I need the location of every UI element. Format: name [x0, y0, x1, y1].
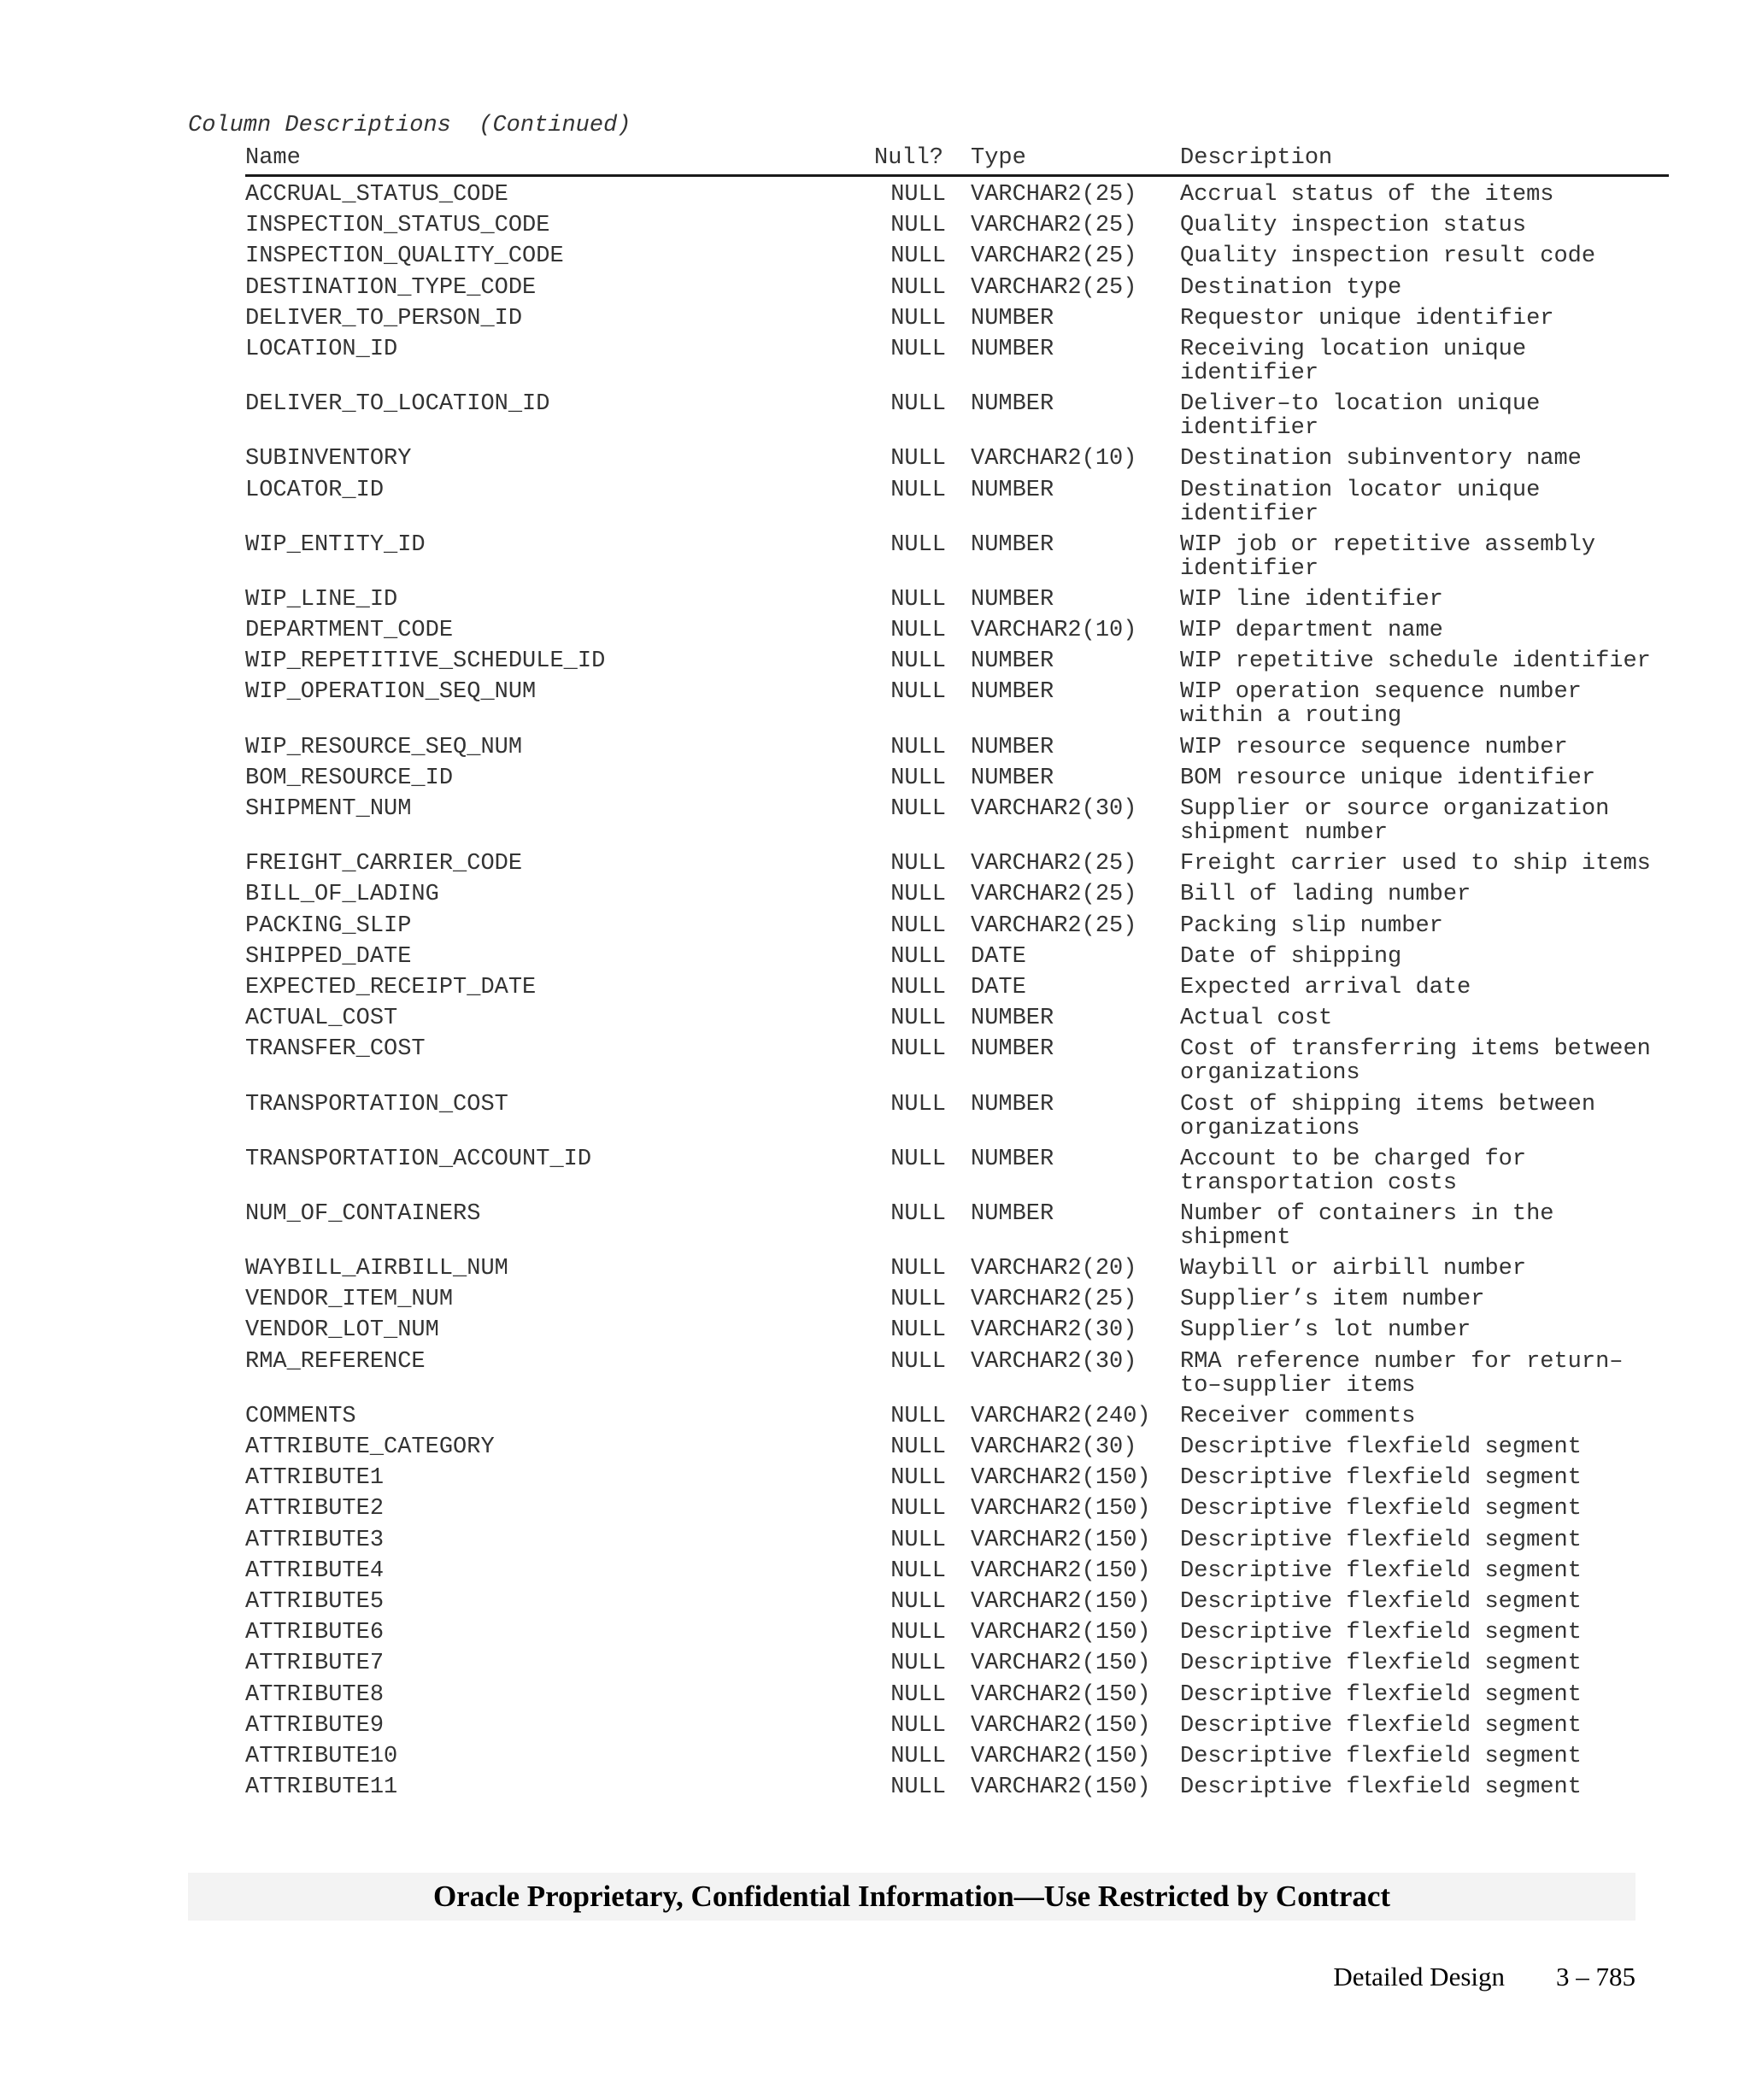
type-cell: DATE [971, 974, 1026, 1000]
table-row [245, 1466, 1669, 1497]
table-row [245, 1037, 1669, 1092]
null-cell: NULL [890, 274, 946, 301]
column-name-cell: ATTRIBUTE8 [245, 1681, 385, 1708]
column-name-cell: VENDOR_ITEM_NUM [245, 1287, 454, 1313]
type-cell: NUMBER [971, 531, 1054, 558]
null-cell: NULL [890, 796, 946, 822]
type-cell: VARCHAR2(30) [971, 1348, 1137, 1375]
type-cell: VARCHAR2(10) [971, 618, 1137, 644]
description-cell: WIP job or repetitive assembly identifier [1180, 531, 1596, 582]
type-cell: NUMBER [971, 305, 1054, 331]
type-cell: VARCHAR2(150) [971, 1774, 1151, 1801]
null-cell: NULL [890, 1036, 946, 1063]
null-cell: NULL [890, 531, 946, 558]
null-cell: NULL [890, 1465, 946, 1492]
null-cell: NULL [890, 1403, 946, 1429]
page-number: 3 – 785 [1556, 1962, 1635, 1991]
description-cell: Waybill or airbill number [1180, 1256, 1527, 1282]
null-cell: NULL [890, 1496, 946, 1522]
column-name-cell: ATTRIBUTE3 [245, 1527, 385, 1553]
type-cell: VARCHAR2(150) [971, 1496, 1151, 1522]
table-row [245, 852, 1669, 883]
table-row [245, 883, 1669, 913]
column-name-cell: DELIVER_TO_PERSON_ID [245, 305, 523, 331]
type-cell: VARCHAR2(30) [971, 796, 1137, 822]
table-row [245, 478, 1669, 533]
table-row [245, 1621, 1669, 1651]
table-row [245, 1745, 1669, 1775]
table-row [245, 649, 1669, 680]
column-name-cell: WIP_LINE_ID [245, 586, 398, 613]
table-row [245, 766, 1669, 797]
type-cell: NUMBER [971, 1036, 1054, 1063]
type-cell: VARCHAR2(150) [971, 1743, 1151, 1769]
null-cell: NULL [890, 1434, 946, 1460]
type-cell: NUMBER [971, 679, 1054, 706]
type-cell: VARCHAR2(25) [971, 243, 1137, 270]
description-cell: Destination subinventory name [1180, 446, 1582, 472]
column-name-cell: SHIPMENT_NUM [245, 796, 412, 822]
column-name-cell: VENDOR_LOT_NUM [245, 1317, 439, 1344]
table-row [245, 945, 1669, 976]
description-cell: Date of shipping [1180, 943, 1402, 970]
column-name-cell: DELIVER_TO_LOCATION_ID [245, 391, 550, 418]
description-cell: Freight carrier used to ship items [1180, 851, 1651, 877]
column-header-type: Type [971, 145, 1026, 171]
null-cell: NULL [890, 1146, 946, 1172]
description-cell: Cost of shipping items between organizations [1180, 1091, 1596, 1141]
column-name-cell: WAYBILL_AIRBILL_NUM [245, 1256, 508, 1282]
null-cell: NULL [890, 648, 946, 675]
null-cell: NULL [890, 882, 946, 908]
column-name-cell: DESTINATION_TYPE_CODE [245, 274, 537, 301]
column-name-cell: BILL_OF_LADING [245, 882, 439, 908]
null-cell: NULL [890, 1287, 946, 1313]
null-cell: NULL [890, 912, 946, 939]
type-cell: VARCHAR2(150) [971, 1712, 1151, 1739]
column-name-cell: LOCATION_ID [245, 336, 398, 362]
table-row [245, 214, 1669, 244]
null-cell: NULL [890, 391, 946, 418]
description-cell: Supplier’s lot number [1180, 1317, 1471, 1344]
table-row [245, 1590, 1669, 1621]
type-cell: VARCHAR2(20) [971, 1256, 1137, 1282]
column-name-cell: SHIPPED_DATE [245, 943, 412, 970]
description-cell: Requestor unique identifier [1180, 305, 1554, 331]
table-row [245, 1775, 1669, 1806]
type-cell: VARCHAR2(240) [971, 1403, 1151, 1429]
description-cell: Descriptive flexfield segment [1180, 1681, 1582, 1708]
description-cell: Descriptive flexfield segment [1180, 1774, 1582, 1801]
type-cell: VARCHAR2(30) [971, 1317, 1137, 1344]
null-cell: NULL [890, 586, 946, 613]
table-row [245, 914, 1669, 945]
table-row [245, 183, 1669, 214]
column-name-cell: ATTRIBUTE2 [245, 1496, 385, 1522]
table-row [245, 1318, 1669, 1349]
column-name-cell: INSPECTION_QUALITY_CODE [245, 243, 564, 270]
description-cell: Cost of transferring items between organizations [1180, 1036, 1651, 1087]
table-row [245, 1405, 1669, 1435]
table-row [245, 337, 1669, 392]
null-cell: NULL [890, 618, 946, 644]
description-cell: WIP department name [1180, 618, 1443, 644]
column-name-cell: PACKING_SLIP [245, 912, 412, 939]
column-name-cell: NUM_OF_CONTAINERS [245, 1200, 481, 1227]
description-cell: BOM resource unique identifier [1180, 765, 1596, 791]
table-row [245, 276, 1669, 307]
description-cell: Number of containers in the shipment [1180, 1200, 1554, 1251]
table-row [245, 1257, 1669, 1288]
type-cell: NUMBER [971, 1006, 1054, 1032]
null-cell: NULL [890, 213, 946, 239]
table-row [245, 1497, 1669, 1528]
type-cell: NUMBER [971, 336, 1054, 362]
description-cell: Descriptive flexfield segment [1180, 1620, 1582, 1646]
table-row [245, 619, 1669, 649]
table-row [245, 976, 1669, 1006]
column-header-name: Name [245, 145, 301, 171]
table-row [245, 1147, 1669, 1202]
null-cell: NULL [890, 446, 946, 472]
null-cell: NULL [890, 182, 946, 208]
table-row [245, 1288, 1669, 1318]
column-name-cell: COMMENTS [245, 1403, 356, 1429]
type-cell: VARCHAR2(25) [971, 213, 1137, 239]
type-cell: VARCHAR2(30) [971, 1434, 1137, 1460]
type-cell: NUMBER [971, 1146, 1054, 1172]
table-row [245, 307, 1669, 337]
column-name-cell: ATTRIBUTE11 [245, 1774, 398, 1801]
table-row [245, 1006, 1669, 1037]
description-cell: Descriptive flexfield segment [1180, 1588, 1582, 1615]
description-cell: Supplier’s item number [1180, 1287, 1485, 1313]
column-name-cell: BOM_RESOURCE_ID [245, 765, 454, 791]
type-cell: NUMBER [971, 765, 1054, 791]
description-cell: WIP repetitive schedule identifier [1180, 648, 1651, 675]
table-row [245, 392, 1669, 447]
null-cell: NULL [890, 336, 946, 362]
table-header [245, 145, 1669, 177]
column-name-cell: WIP_ENTITY_ID [245, 531, 426, 558]
column-name-cell: WIP_OPERATION_SEQ_NUM [245, 679, 537, 706]
footer-section-title: Detailed Design [1333, 1962, 1505, 1991]
column-name-cell: DEPARTMENT_CODE [245, 618, 454, 644]
column-header-description: Description [1180, 145, 1333, 171]
column-table-body [245, 183, 1669, 1806]
column-name-cell: ATTRIBUTE1 [245, 1465, 385, 1492]
null-cell: NULL [890, 477, 946, 503]
description-cell: Descriptive flexfield segment [1180, 1743, 1582, 1769]
type-cell: VARCHAR2(150) [971, 1527, 1151, 1553]
table-row [245, 1350, 1669, 1405]
description-cell: Descriptive flexfield segment [1180, 1434, 1582, 1460]
type-cell: VARCHAR2(150) [971, 1557, 1151, 1584]
table-row [245, 1528, 1669, 1559]
column-name-cell: LOCATOR_ID [245, 477, 385, 503]
confidentiality-banner: Oracle Proprietary, Confidential Information––Use Restricted by Contract [188, 1873, 1635, 1921]
type-cell: VARCHAR2(150) [971, 1588, 1151, 1615]
null-cell: NULL [890, 943, 946, 970]
type-cell: DATE [971, 943, 1026, 970]
description-cell: Descriptive flexfield segment [1180, 1712, 1582, 1739]
table-row [245, 1435, 1669, 1466]
null-cell: NULL [890, 734, 946, 760]
column-name-cell: ATTRIBUTE7 [245, 1651, 385, 1677]
column-name-cell: ATTRIBUTE9 [245, 1712, 385, 1739]
column-name-cell: WIP_RESOURCE_SEQ_NUM [245, 734, 523, 760]
column-name-cell: ATTRIBUTE_CATEGORY [245, 1434, 495, 1460]
table-row [245, 447, 1669, 478]
null-cell: NULL [890, 765, 946, 791]
column-name-cell: WIP_REPETITIVE_SCHEDULE_ID [245, 648, 606, 675]
description-cell: WIP operation sequence number within a routing [1180, 679, 1582, 730]
column-name-cell: TRANSPORTATION_COST [245, 1091, 508, 1117]
type-cell: NUMBER [971, 734, 1054, 760]
null-cell: NULL [890, 243, 946, 270]
description-cell: Destination type [1180, 274, 1402, 301]
table-row [245, 1651, 1669, 1682]
table-row [245, 244, 1669, 275]
description-cell: Bill of lading number [1180, 882, 1471, 908]
column-name-cell: ATTRIBUTE5 [245, 1588, 385, 1615]
null-cell: NULL [890, 1256, 946, 1282]
column-name-cell: SUBINVENTORY [245, 446, 412, 472]
table-row [245, 736, 1669, 766]
description-cell: Destination locator unique identifier [1180, 477, 1541, 527]
type-cell: VARCHAR2(25) [971, 851, 1137, 877]
type-cell: VARCHAR2(25) [971, 1287, 1137, 1313]
type-cell: VARCHAR2(150) [971, 1620, 1151, 1646]
table-row [245, 1714, 1669, 1745]
table-row [245, 1683, 1669, 1714]
description-cell: RMA reference number for return–to–supplier items [1180, 1348, 1624, 1399]
column-name-cell: RMA_REFERENCE [245, 1348, 426, 1375]
type-cell: VARCHAR2(10) [971, 446, 1137, 472]
column-name-cell: ACCRUAL_STATUS_CODE [245, 182, 508, 208]
description-cell: Deliver–to location unique identifier [1180, 391, 1541, 442]
null-cell: NULL [890, 1743, 946, 1769]
description-cell: WIP line identifier [1180, 586, 1443, 613]
type-cell: VARCHAR2(150) [971, 1681, 1151, 1708]
column-name-cell: TRANSPORTATION_ACCOUNT_ID [245, 1146, 592, 1172]
table-row [245, 797, 1669, 852]
description-cell: Packing slip number [1180, 912, 1443, 939]
table-row [245, 1559, 1669, 1590]
column-name-cell: ATTRIBUTE4 [245, 1557, 385, 1584]
type-cell: VARCHAR2(25) [971, 912, 1137, 939]
column-name-cell: INSPECTION_STATUS_CODE [245, 213, 550, 239]
table-row [245, 1202, 1669, 1257]
null-cell: NULL [890, 1774, 946, 1801]
null-cell: NULL [890, 1620, 946, 1646]
null-cell: NULL [890, 1527, 946, 1553]
description-cell: Quality inspection result code [1180, 243, 1596, 270]
null-cell: NULL [890, 679, 946, 706]
null-cell: NULL [890, 1557, 946, 1584]
null-cell: NULL [890, 1348, 946, 1375]
null-cell: NULL [890, 1091, 946, 1117]
table-row [245, 533, 1669, 588]
null-cell: NULL [890, 1317, 946, 1344]
type-cell: VARCHAR2(150) [971, 1465, 1151, 1492]
description-cell: Receiver comments [1180, 1403, 1416, 1429]
column-name-cell: FREIGHT_CARRIER_CODE [245, 851, 523, 877]
column-header-null: Null? [874, 145, 944, 171]
description-cell: WIP resource sequence number [1180, 734, 1568, 760]
column-name-cell: ACTUAL_COST [245, 1006, 398, 1032]
description-cell: Expected arrival date [1180, 974, 1471, 1000]
type-cell: VARCHAR2(25) [971, 182, 1137, 208]
null-cell: NULL [890, 1006, 946, 1032]
null-cell: NULL [890, 1200, 946, 1227]
description-cell: Descriptive flexfield segment [1180, 1557, 1582, 1584]
type-cell: NUMBER [971, 1200, 1054, 1227]
column-name-cell: TRANSFER_COST [245, 1036, 426, 1063]
null-cell: NULL [890, 974, 946, 1000]
table-row [245, 588, 1669, 619]
null-cell: NULL [890, 1681, 946, 1708]
description-cell: Actual cost [1180, 1006, 1333, 1032]
type-cell: VARCHAR2(25) [971, 274, 1137, 301]
description-cell: Descriptive flexfield segment [1180, 1527, 1582, 1553]
description-cell: Descriptive flexfield segment [1180, 1651, 1582, 1677]
null-cell: NULL [890, 1712, 946, 1739]
description-cell: Quality inspection status [1180, 213, 1527, 239]
type-cell: NUMBER [971, 586, 1054, 613]
description-cell: Accrual status of the items [1180, 182, 1554, 208]
type-cell: VARCHAR2(150) [971, 1651, 1151, 1677]
page-footer [1333, 1962, 1635, 1992]
table-row [245, 680, 1669, 735]
column-name-cell: EXPECTED_RECEIPT_DATE [245, 974, 537, 1000]
type-cell: NUMBER [971, 1091, 1054, 1117]
section-title: Column Descriptions (Continued) [188, 113, 631, 138]
null-cell: NULL [890, 305, 946, 331]
column-name-cell: ATTRIBUTE6 [245, 1620, 385, 1646]
description-cell: Supplier or source organization shipment number [1180, 796, 1610, 846]
type-cell: NUMBER [971, 391, 1054, 418]
null-cell: NULL [890, 851, 946, 877]
type-cell: VARCHAR2(25) [971, 882, 1137, 908]
description-cell: Descriptive flexfield segment [1180, 1465, 1582, 1492]
type-cell: NUMBER [971, 477, 1054, 503]
null-cell: NULL [890, 1651, 946, 1677]
column-name-cell: ATTRIBUTE10 [245, 1743, 398, 1769]
table-row [245, 1093, 1669, 1147]
description-cell: Descriptive flexfield segment [1180, 1496, 1582, 1522]
null-cell: NULL [890, 1588, 946, 1615]
description-cell: Account to be charged for transportation costs [1180, 1146, 1527, 1196]
type-cell: NUMBER [971, 648, 1054, 675]
description-cell: Receiving location unique identifier [1180, 336, 1527, 386]
